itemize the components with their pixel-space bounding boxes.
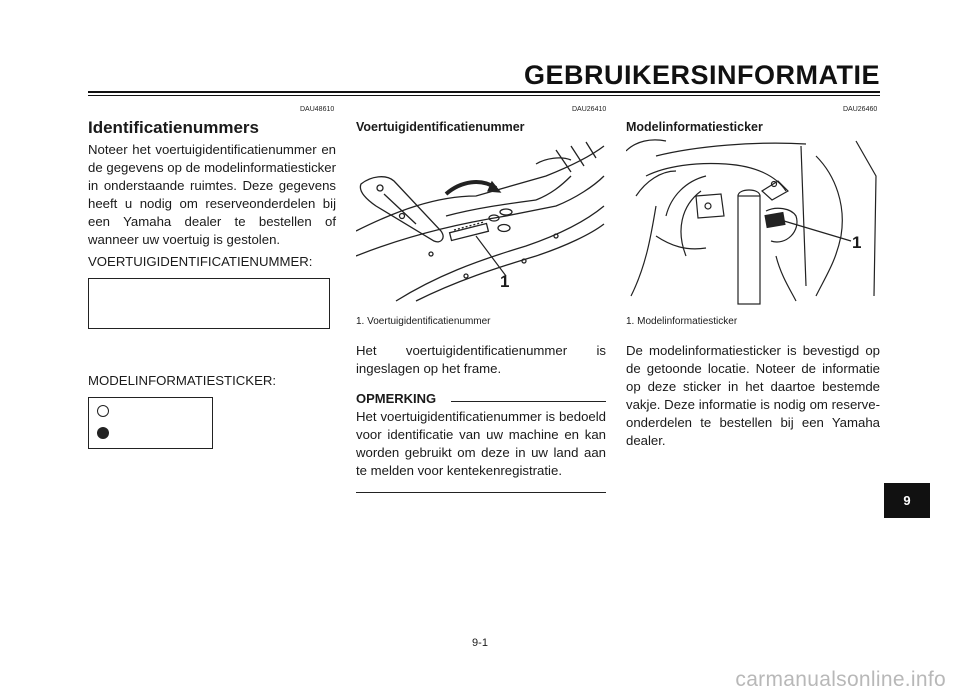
watermark: carmanualsonline.info <box>735 668 946 691</box>
callout-number: 1 <box>852 233 862 252</box>
note-title: OPMERKING <box>356 391 440 406</box>
header-rule-thin <box>88 95 880 96</box>
note-rule <box>451 401 606 402</box>
model-label: MODELINFORMATIESTICKER: <box>88 373 277 388</box>
body-paragraph: De modelinformatiesticker is bevestigd op de getoonde locatie. Noteer de informatie op deze sticker in het daartoe bestemde vakje. Deze informatie is nodig om reserve-onderdelen te bestellen bij een Yamaha dealer. <box>626 343 880 448</box>
intro-paragraph: Noteer het voertuigidentificatienummer en de gegevens op de modelinformatiesticker in onderstaande ruimtes. Deze gegevens heeft u nodig om reserveonderdelen bij een Yamaha dealer te bestellen of wanneer uw voertuig is gestolen. <box>88 142 336 247</box>
chapter-tab: 9 <box>884 483 930 518</box>
figure-caption: 1. Modelinformatiesticker <box>626 316 738 327</box>
page-header-title: GEBRUIKERSINFORMATIE <box>523 60 880 90</box>
body-paragraph: Het voertuigidentificatienummer is ingeslagen op het frame. <box>356 343 606 376</box>
vin-frame-illustration <box>356 136 606 306</box>
vin-entry-box <box>88 278 330 329</box>
model-entry-box <box>88 397 213 449</box>
section-code: DAU26460 <box>843 106 878 113</box>
model-sticker-illustration <box>626 136 880 306</box>
callout-number: 1 <box>500 272 510 291</box>
section-code: DAU26410 <box>572 106 607 113</box>
figure-caption: 1. Voertuigidentificatienummer <box>356 316 491 327</box>
circle-outline-icon <box>97 405 109 417</box>
section-heading: Voertuigidentificatienummer <box>356 120 525 134</box>
vin-label: VOERTUIGIDENTIFICATIENUMMER: <box>88 254 313 269</box>
section-heading: Identificatienummers <box>88 118 259 137</box>
section-heading: Modelinformatiesticker <box>626 120 763 134</box>
header-rule <box>88 91 880 93</box>
page-number: 9-1 <box>472 637 488 649</box>
section-code: DAU48610 <box>300 106 335 113</box>
note-header <box>356 391 606 407</box>
note-paragraph: Het voertuigidentificatienummer is bedoeld voor identificatie van uw machine en kan worden gebruikt om deze in uw land aan te melden voor kentekenregistratie. <box>356 409 606 478</box>
note-end-rule <box>356 492 606 493</box>
circle-filled-icon <box>97 427 109 439</box>
